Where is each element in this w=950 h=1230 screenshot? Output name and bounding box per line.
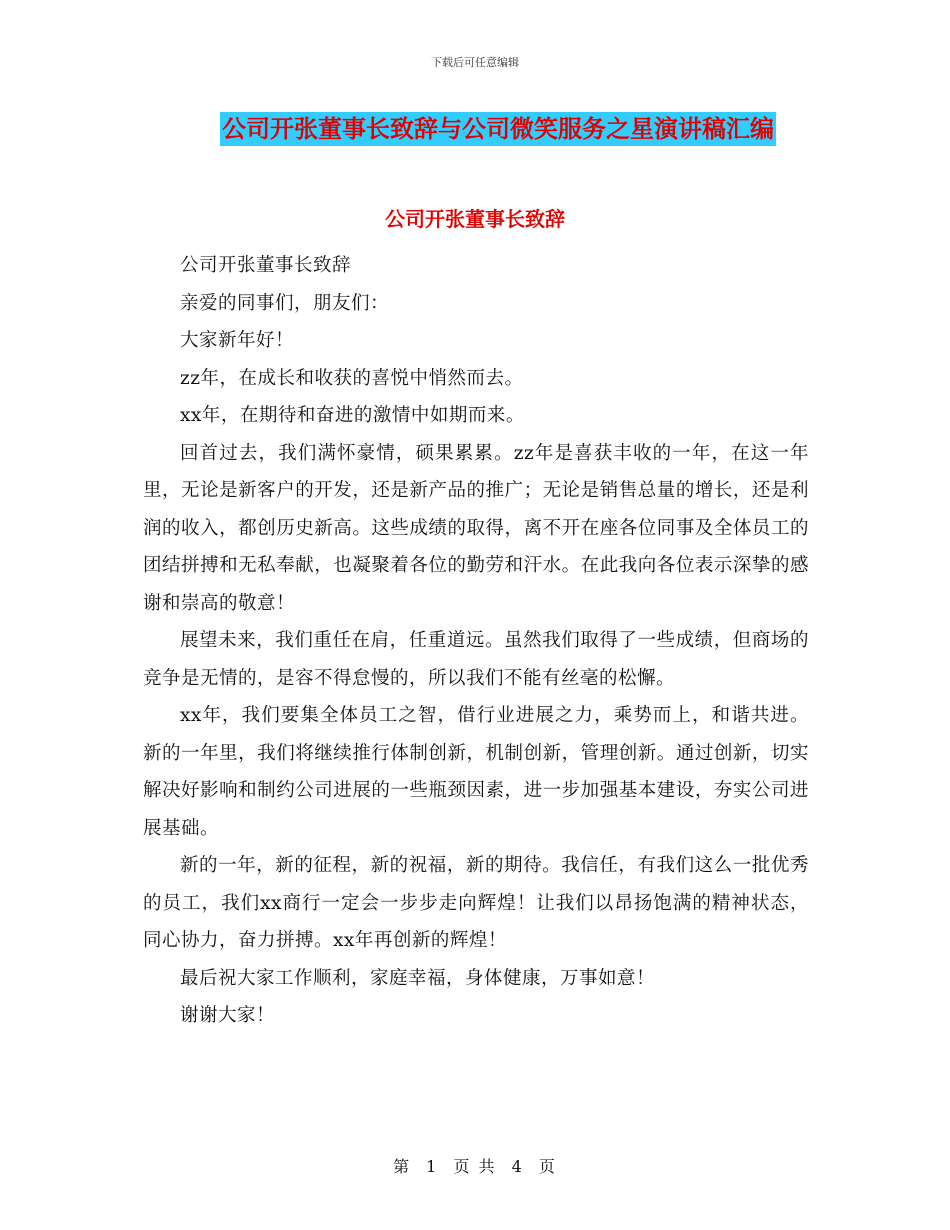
- total-page-count: 4: [511, 1157, 524, 1176]
- page-footer: [0, 1154, 950, 1177]
- paragraph: 展望未来，我们重任在肩，任重道远。虽然我们取得了一些成绩，但商场的竞争是无情的，是容不得怠慢的，所以我们不能有丝毫的松懈。: [143, 630, 809, 689]
- paragraph: 新的一年，新的征程，新的祝福，新的期待。我信任，有我们这么一批优秀的员工，我们xx商行一定会一步步走向辉煌！让我们以昂扬饱满的精神状态，同心协力，奋力拼搏。xx年再创新的辉煌！: [143, 855, 809, 951]
- header-note: 下载后可任意编辑: [431, 56, 519, 69]
- paragraph: 回首过去，我们满怀豪情，硕果累累。zz年是喜获丰收的一年，在这一年里，无论是新客户的开发，还是新产品的推广；无论是销售总量的增长，还是利润的收入，都创历史新高。这些成绩的取得，离不开在座各位同事及全体员工的团结拼搏和无私奉献，也凝聚着各位的勤劳和汗水。在此我向各位表示深挚的感谢和崇高的敬意！: [143, 442, 809, 614]
- paragraph: xx年，我们要集全体员工之智，借行业进展之力，乘势而上，和谐共进。新的一年里，我们将继续推行体制创新，机制创新，管理创新。通过创新，切实解决好影响和制约公司进展的一些瓶颈因素，进一步加强基本建设，夯实公司进展基础。: [143, 705, 809, 839]
- current-page-number: 1: [426, 1157, 439, 1176]
- paragraph: zz年，在成长和收获的喜悦中悄然而去。: [180, 367, 524, 389]
- document-title: 公司开张董事长致辞与公司微笑服务之星演讲稿汇编: [220, 112, 776, 146]
- paragraph: 谢谢大家！: [180, 1005, 276, 1026]
- paragraph: xx年，在期待和奋进的激情中如期而来。: [180, 405, 525, 426]
- paragraph: 亲爱的同事们，朋友们：: [180, 292, 390, 314]
- footer-suffix: 页: [538, 1157, 557, 1176]
- footer-prefix: 第: [393, 1157, 412, 1176]
- speech-body: [143, 247, 809, 1035]
- section-title: 公司开张董事长致辞: [385, 207, 565, 231]
- paragraph: 大家新年好！: [180, 330, 295, 351]
- paragraph: 最后祝大家工作顺利，家庭幸福，身体健康，万事如意！: [180, 967, 656, 989]
- document-title-container: [0, 112, 950, 146]
- footer-middle: 页 共: [453, 1157, 497, 1176]
- paragraph: 公司开张董事长致辞: [180, 255, 352, 276]
